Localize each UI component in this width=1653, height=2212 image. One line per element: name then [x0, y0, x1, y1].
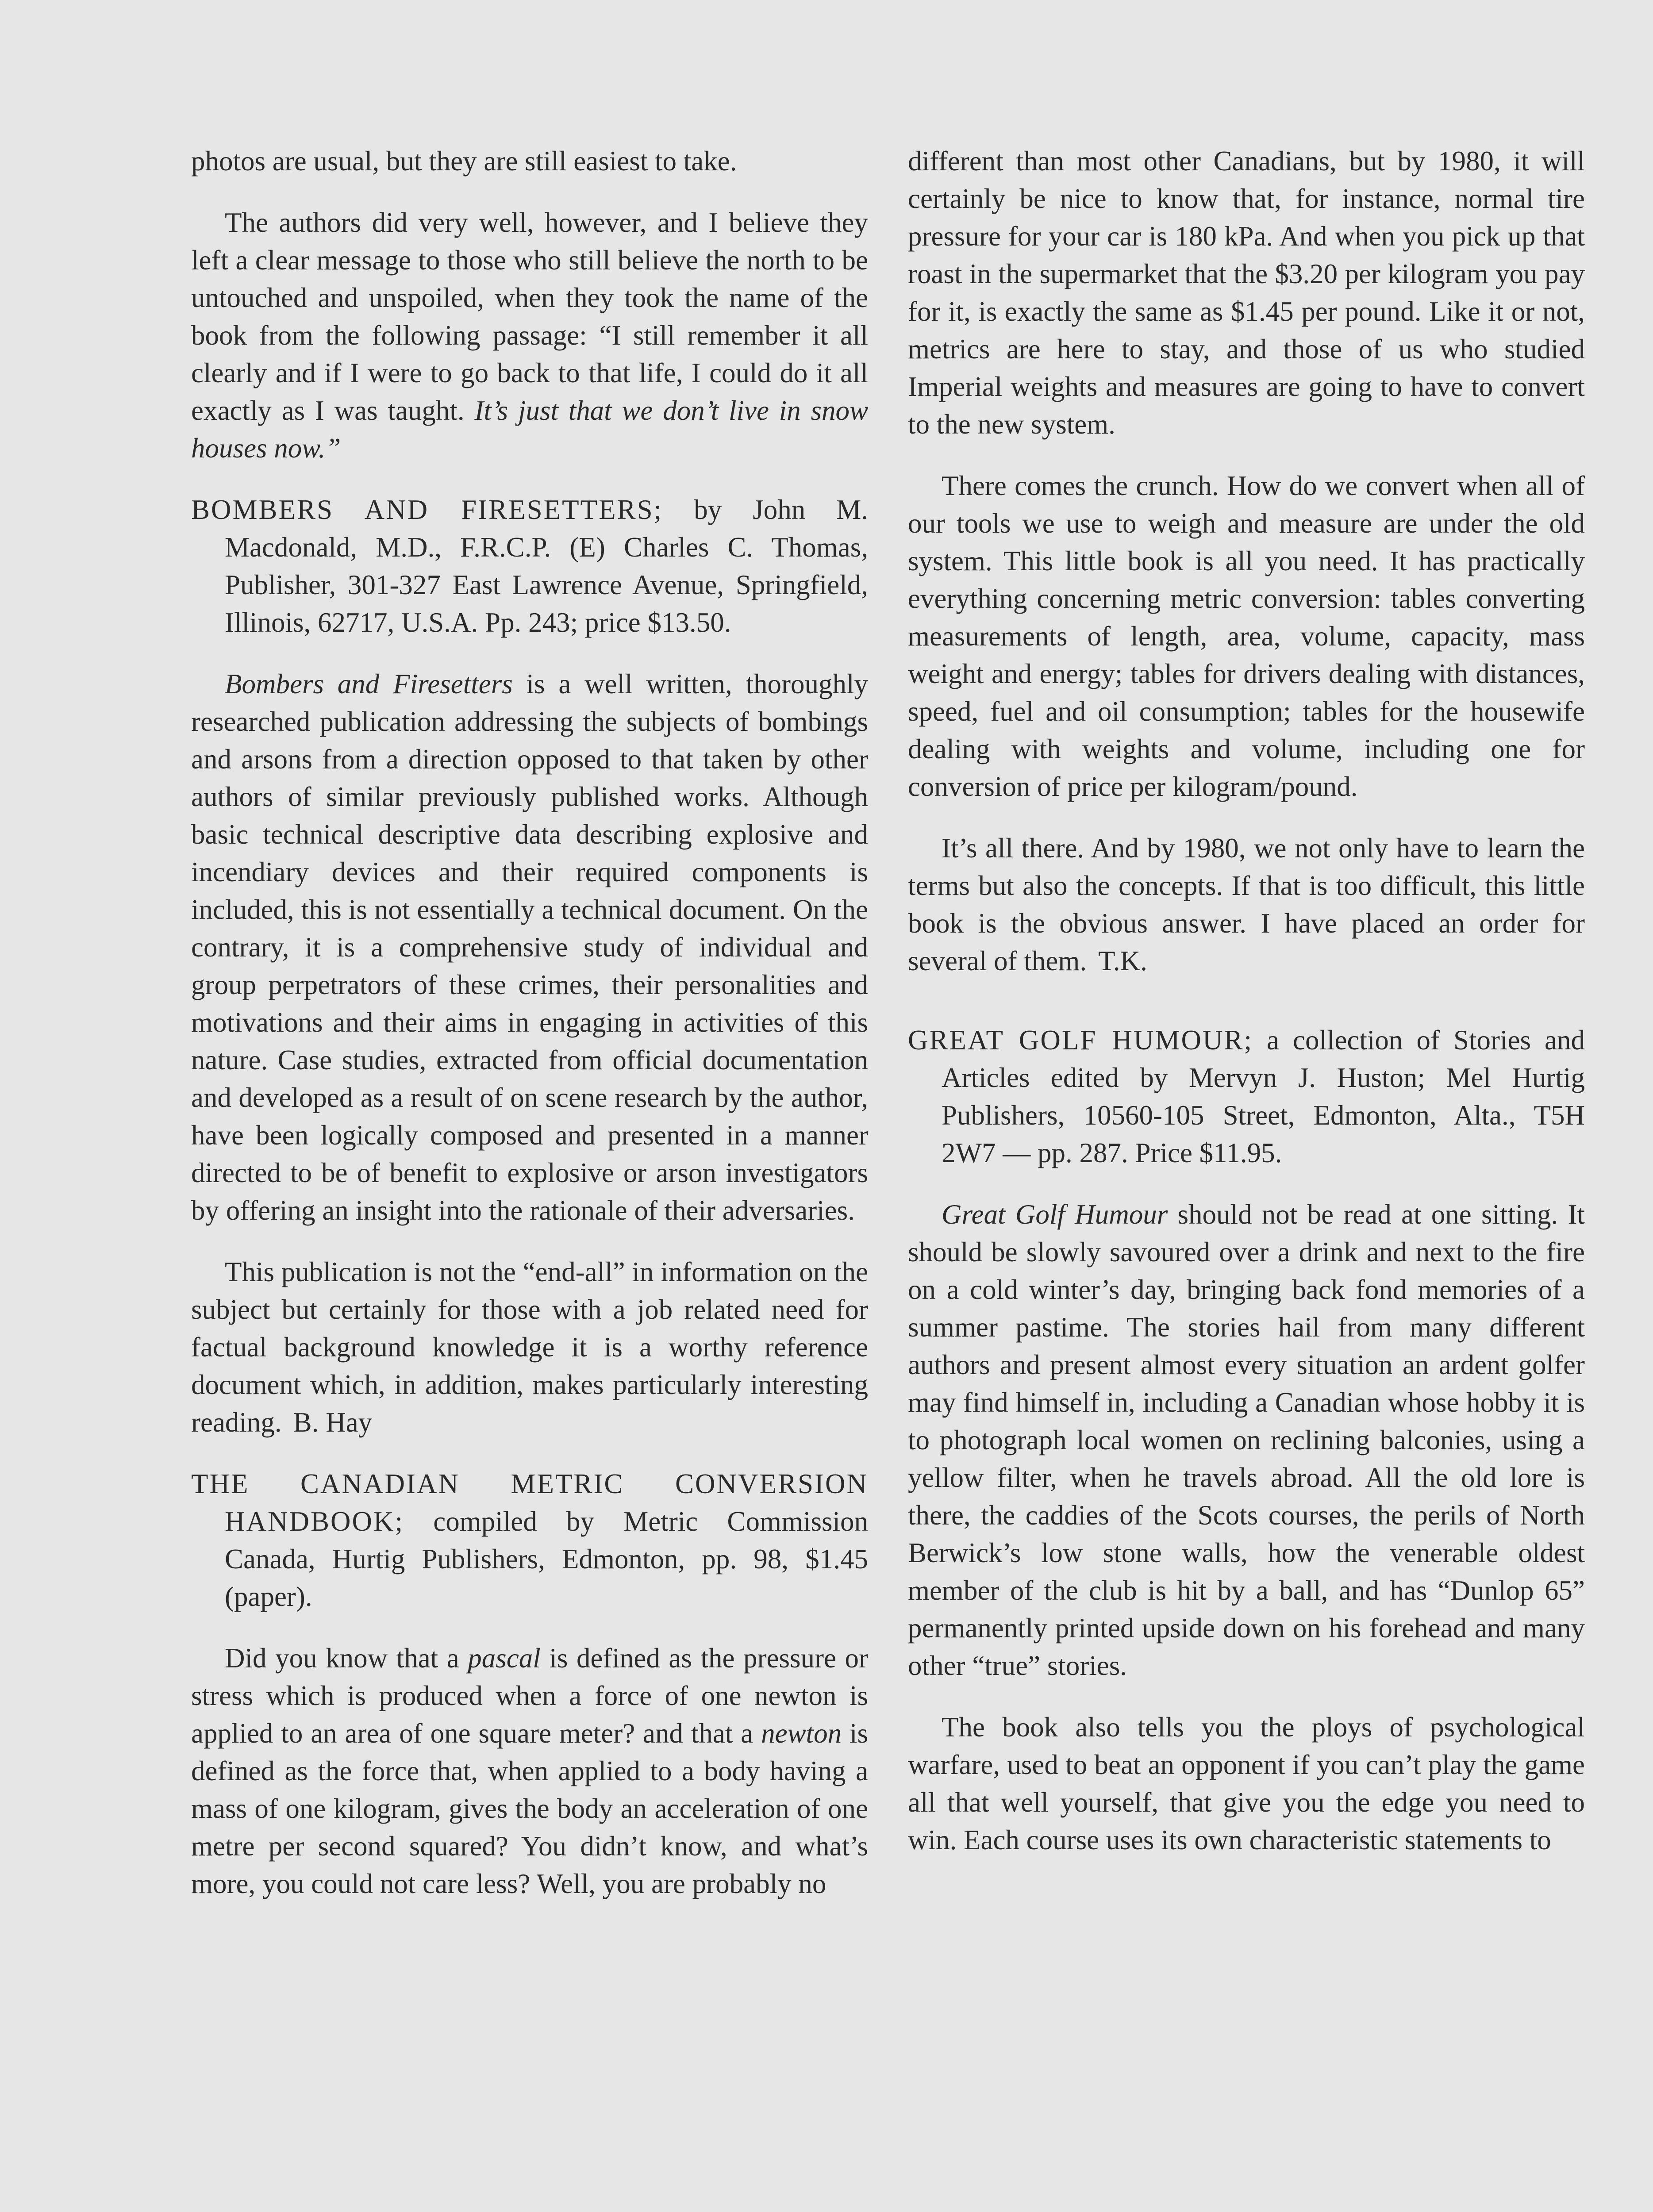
reviewer-signature-tk: T.K.	[1098, 945, 1147, 976]
review-title-metric: THE CANADIAN METRIC CONVERSION HANDBOOK;	[191, 1468, 868, 1537]
section-spacer	[908, 1004, 1585, 1022]
term-pascal: pascal	[468, 1643, 541, 1674]
review-metric-paragraph-2: There comes the crunch. How do we convert when all of our tools we use to weigh and measure are under the old system. This little book is all you need. It has practically everything concerning metric conversion: tables converting measurements of length, area, volume, capacity, mass weight and energy; tables for drivers dealing with distances, speed, fuel and oil consumption; tables for the housewife dealing with weights and volume, including one for conversion of price per kilogram/pound.	[908, 470, 1585, 802]
review-citation-golf: a collection of Stories and Articles edited by Mervyn J. Huston; Mel Hurtig Publishers, 10560-105 Street, Edmonton, Alta., T5H 2W7 — pp. 287. Price $11.95.	[942, 1025, 1585, 1168]
review-heading-bombers	[191, 491, 868, 641]
intro-paragraph-continued: photos are usual, but they are still easiest to take.	[191, 146, 737, 177]
review-golf-paragraph-2: The book also tells you the ploys of psychological warfare, used to beat an opponent if you can’t play the game all that well yourself, that give you the edge you need to win. Each course uses its own characteristic statements to	[908, 1712, 1585, 1855]
review-golf-paragraph-1	[908, 1196, 1585, 1685]
review-metric-paragraph-continued: different than most other Canadians, but by 1980, it will certainly be nice to know that, for instance, normal tire pressure for your car is 180 kPa. And when you pick up that roast in the supermarket that the $3.20 per kilogram you pay for it, is exactly the same as $1.45 per pound. Like it or not, metrics are here to stay, and those of us who studied Imperial weights and measures are going to have to convert to the new system.	[908, 146, 1585, 440]
book-title-italic: Bombers and Firesetters	[225, 668, 513, 699]
review-metric-paragraph-1	[191, 1640, 868, 1903]
review-bombers-text-1: is a well written, thoroughly researched publication addressing the subjects of bombings and arsons from a direction opposed to that taken by other authors of similar previously published works. Although basic technical descriptive data describing explosive and incendiary devices and their required components is included, this is not essentially a technical document. On the contrary, it is a comprehensive study of individual and group perpetrators of these crimes, their personalities and motivations and their aims in engaging in activities of this nature. Case studies, extracted from official documentation and developed as a result of on scene research by the author, have been logically composed and presented in a manner directed to be of benefit to explosive or arson investigators by offering an insight into the rationale of their adversaries.	[191, 668, 868, 1226]
quote-lead-text: The authors did very well, however, and I believe they left a clear message to those who still believe the north to be untouched and unspoiled, when they took the name of the book from the following passage: “I still remember it all clearly and if I were to go back to that life, I could do it all exactly as I was taught.	[191, 207, 868, 426]
golf-book-title-italic: Great Golf Humour	[942, 1199, 1168, 1230]
left-column	[191, 142, 868, 1927]
metric-text-c: is defined as the force that, when applied to a body having a mass of one kilogram, gives the body an acceleration of one metre per second squared? You didn’t know, and what’s more, you could not care less? Well, you are probably no	[191, 1718, 868, 1899]
metric-text-b: is defined as the pressure or stress which is produced when a force of one newton is applied to an area of one square meter? and that a	[191, 1643, 868, 1749]
review-citation-bombers: by John M. Macdonald, M.D., F.R.C.P. (E) Charles C. Thomas, Publisher, 301-327 East Lawrence Avenue, Springfield, Illinois, 62717, U.S.A. Pp. 243; price $13.50.	[225, 494, 868, 638]
quote-italic-text: It’s just that we don’t live in snow houses now.”	[191, 395, 868, 464]
review-bombers-paragraph-1	[191, 665, 868, 1229]
review-heading-metric	[191, 1465, 868, 1616]
reviewer-signature-bhay: B. Hay	[293, 1407, 373, 1438]
term-newton: newton	[761, 1718, 842, 1749]
review-title-golf: GREAT GOLF HUMOUR;	[908, 1025, 1253, 1056]
intro-paragraph-quote	[191, 204, 868, 467]
review-golf-text-1: should not be read at one sitting. It should be slowly savoured over a drink and next to the fire on a cold winter’s day, bringing back fond memories of a summer pastime. The stories hail from many different authors and present almost every situation an ardent golfer may find himself in, including a Canadian whose hobby it is to photograph local women on reclining balconies, using a yellow filter, when he travels abroad. All the old lore is there, the caddies of the Scots courses, the perils of North Berwick’s low stone walls, how the venerable oldest member of the club is hit by a ball, and has “Dunlop 65” permanently printed upside down on his forehead and many other “true” stories.	[908, 1199, 1585, 1681]
review-heading-golf	[908, 1022, 1585, 1172]
review-bombers-text-2: This publication is not the “end-all” in information on the subject but certainly for those with a job related need for factual background knowledge it is a worthy reference document which, in addition, makes particularly interesting reading.	[191, 1256, 868, 1438]
metric-text-a: Did you know that a	[225, 1643, 468, 1674]
review-metric-paragraph-3	[908, 830, 1585, 980]
review-metric-text-3: It’s all there. And by 1980, we not only have to learn the terms but also the concepts. If that is too difficult, this little book is the obvious answer. I have placed an order for several of them.	[908, 833, 1585, 976]
review-title-bombers: BOMBERS AND FIRESETTERS;	[191, 494, 663, 525]
right-column	[908, 142, 1585, 1883]
review-citation-metric: compiled by Metric Commission Canada, Hurtig Publishers, Edmonton, pp. 98, $1.45 (paper).	[225, 1506, 868, 1612]
review-bombers-paragraph-2	[191, 1253, 868, 1441]
